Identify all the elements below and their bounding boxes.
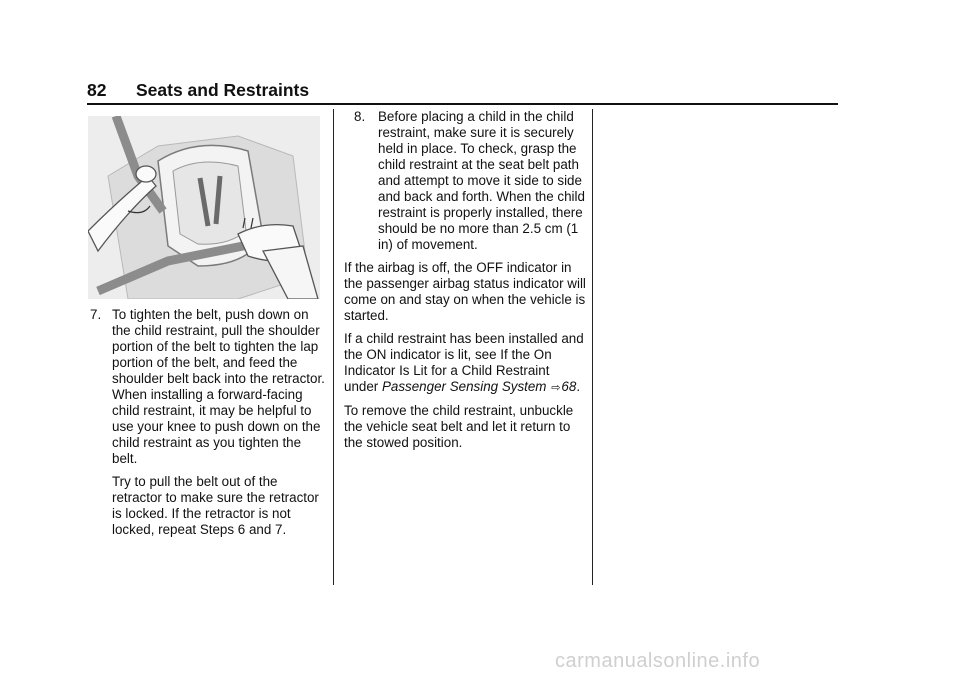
page-number: 82 bbox=[87, 80, 107, 100]
remove-restraint-paragraph: To remove the child restraint, unbuckle the vehicle seat belt and let it return to the stowed position. bbox=[344, 403, 574, 450]
sentence-end: . bbox=[576, 379, 581, 394]
step-8 bbox=[344, 109, 586, 253]
page-reference[interactable]: 68 bbox=[561, 379, 577, 394]
step-7 bbox=[88, 307, 326, 467]
column-divider bbox=[592, 109, 593, 585]
section-title: Seats and Restraints bbox=[136, 80, 310, 100]
column-divider bbox=[333, 109, 334, 585]
child-seat-belt-tightening-illustration bbox=[88, 116, 320, 299]
step-text: To tighten the belt, push down on the child restraint, pull the shoulder portion of the belt to tighten the lap portion of the belt, and feed the shoulder belt back into the retractor. When installing a forward-facing child restraint, it may be helpful to use your knee to push down on the child restraint as you tighten the belt. bbox=[112, 307, 325, 466]
page-reference-arrow-icon: ⇨ bbox=[551, 382, 561, 394]
installed-on-text: If a child restraint has been installed and the ON indicator is lit, see If the On Indicator Is Lit for a Child Restraint under bbox=[344, 331, 584, 394]
installed-on-paragraph bbox=[344, 331, 586, 396]
step-number: 7. bbox=[90, 307, 102, 322]
step-number: 8. bbox=[354, 109, 366, 124]
watermark: carmanualsonline.info bbox=[555, 650, 761, 672]
step-text: Before placing a child in the child restraint, make sure it is securely held in place. To check, grasp the child restraint at the seat belt path and attempt to move it side to side and back and forth. When the child restraint is properly installed, there should be no more than 2.5 cm (1 in) of movement. bbox=[378, 109, 585, 252]
airbag-off-paragraph: If the airbag is off, the OFF indicator in the passenger airbag status indicator will come on and stay on when the vehicle is started. bbox=[344, 260, 586, 323]
header-rule bbox=[87, 103, 838, 105]
left-column bbox=[88, 307, 326, 545]
right-column bbox=[344, 109, 586, 458]
passenger-sensing-system-link[interactable]: Passenger Sensing System bbox=[381, 379, 547, 394]
child-seat-belt-illustration bbox=[88, 116, 320, 299]
step-7-followup: Try to pull the belt out of the retractor to make sure the retractor is locked. If the retractor is not locked, repeat Steps 6 and 7. bbox=[112, 474, 319, 537]
